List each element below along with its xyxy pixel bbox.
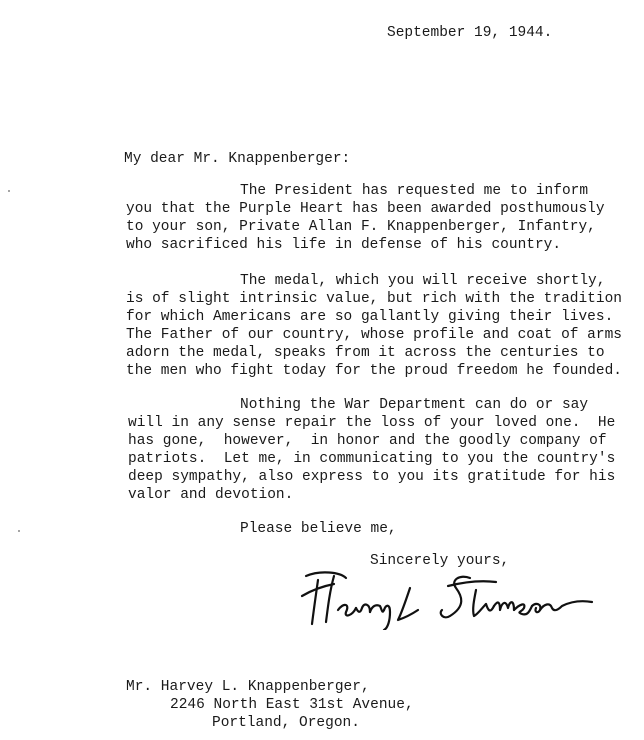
paragraph-line: has gone, however, in honor and the goodly company of [128,433,607,449]
handwritten-signature [300,566,600,630]
letter-date: September 19, 1944. [387,25,553,41]
address-street: 2246 North East 31st Avenue, [170,697,414,713]
closing-believe: Please believe me, [240,521,397,537]
salutation: My dear Mr. Knappenberger: [124,151,351,167]
paragraph-line: the men who fight today for the proud freedom he founded. [126,363,622,379]
paragraph-line: you that the Purple Heart has been awarded posthumously [126,201,605,217]
paragraph-line: deep sympathy, also express to you its gratitude for his [128,469,616,485]
paragraph-line: valor and devotion. [128,487,294,503]
scan-speck [8,190,10,192]
paragraph-line: patriots. Let me, in communicating to you the country's [128,451,616,467]
address-name: Mr. Harvey L. Knappenberger, [126,679,370,695]
paragraph-line: The President has requested me to inform [240,183,589,199]
closing-sincerely: Sincerely yours, [370,553,510,569]
paragraph-line: is of slight intrinsic value, but rich with the tradition [126,291,622,307]
paragraph-line: Nothing the War Department can do or say [240,397,589,413]
paragraph-line: The Father of our country, whose profile and coat of arms [126,327,622,343]
paragraph-line: adorn the medal, speaks from it across the centuries to [126,345,605,361]
paragraph-line: to your son, Private Allan F. Knappenberger, Infantry, [126,219,596,235]
paragraph-line: who sacrificed his life in defense of his country. [126,237,562,253]
address-city: Portland, Oregon. [212,715,360,731]
scan-speck [18,530,20,532]
paragraph-line: The medal, which you will receive shortly, [240,273,606,289]
paragraph-line: will in any sense repair the loss of your loved one. He [128,415,616,431]
paragraph-line: for which Americans are so gallantly giving their lives. [126,309,614,325]
